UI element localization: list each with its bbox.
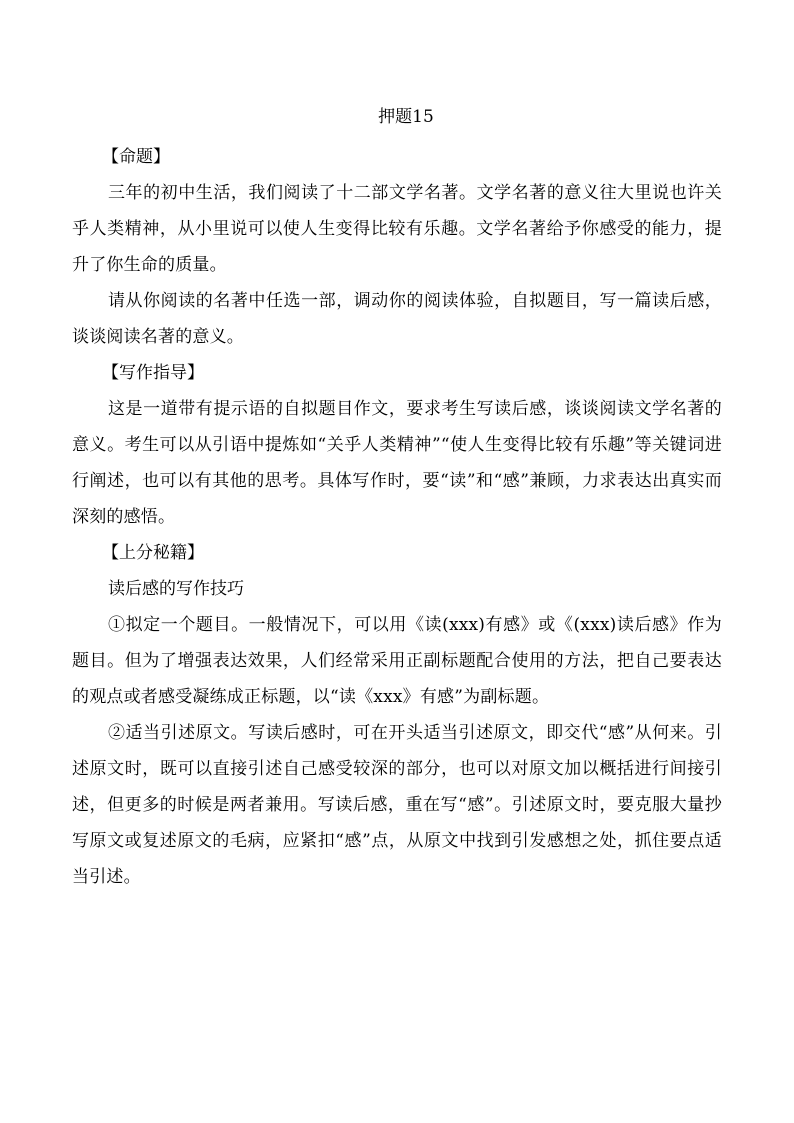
section-heading-writing-guide: 【写作指导】 <box>102 363 204 383</box>
paragraph-proposition-2: 请从你阅读的名著中任选一部，调动你的阅读体验，自拟题目，写一篇读后感，谈谈阅读名著的意义。 <box>72 291 722 347</box>
paragraph-proposition-1: 三年的初中生活，我们阅读了十二部文学名著。文学名著的意义往大里说也许关乎人类精神，从小里说可以使人生变得比较有乐趣。文学名著给予你感受的能力，提升了你生命的质量。 <box>72 183 722 275</box>
subheading-tips: 读后感的写作技巧 <box>108 579 244 599</box>
paragraph-tips-1: ①拟定一个题目。一般情况下，可以用《读(xxx)有感》或《(xxx)读后感》作为题目。但为了增强表达效果，人们经常采用正副标题配合使用的方法，把自己要表达的观点或者感受凝练成正标题，以“读《xxx》有感”为副标题。 <box>72 615 722 707</box>
paragraph-tips-2: ②适当引述原文。写读后感时，可在开头适当引述原文，即交代“感”从何来。引述原文时，既可以直接引述自己感受较深的部分，也可以对原文加以概括进行间接引述，但更多的时候是两者兼用。写读后感，重在写“感”。引述原文时，要克服大量抄写原文或复述原文的毛病，应紧扣“感”点，从原文中找到引发感想之处，抓住要点适当引述。 <box>72 723 722 887</box>
section-heading-proposition: 【命题】 <box>102 147 170 167</box>
page-title: 押题15 <box>378 107 434 127</box>
paragraph-writing-guide-1: 这是一道带有提示语的自拟题目作文，要求考生写读后感，谈谈阅读文学名著的意义。考生可以从引语中提炼如“关乎人类精神”“使人生变得比较有乐趣”等关键词进行阐述，也可以有其他的思考。具体写作时，要“读”和“感”兼顾，力求表达出真实而深刻的感悟。 <box>72 399 722 527</box>
section-heading-tips: 【上分秘籍】 <box>102 543 204 563</box>
